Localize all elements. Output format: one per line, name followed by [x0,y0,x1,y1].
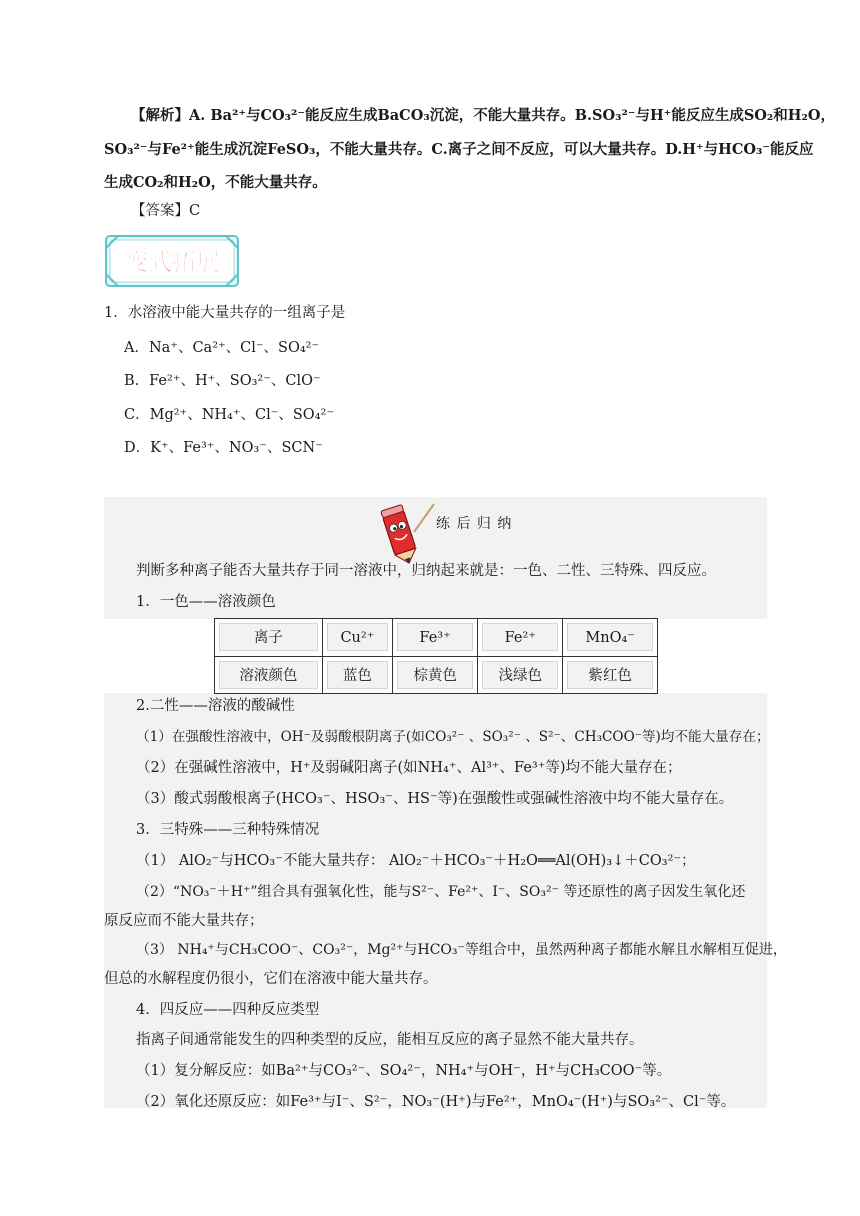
table-row [215,619,658,657]
section-three-title: 3．三特殊——三种特殊情况 [136,822,320,838]
section-four-intro: 指离子间通常能发生的四种类型的反应，能相互反应的离子显然不能大量共存。 [136,1032,644,1048]
analysis-tag: 【解析】 [131,107,189,124]
table-cell: 紫红色 [563,656,658,694]
summary-intro: 判断多种离子能否大量共存于同一溶液中，归纳起来就是：一色、二性、三特殊、四反应。 [136,563,716,579]
table-cell: 蓝色 [322,656,392,694]
section-three-item-3b: 但总的水解程度仍很小，它们在溶液中能大量共存。 [104,971,438,987]
section-two-item-2: （2）在强碱性溶液中，H⁺及弱碱阳离子(如NH₄⁺、Al³⁺、Fe³⁺等)均不能大量存在； [136,760,682,776]
table-cell: 溶液颜色 [215,656,323,694]
ion-color-table [214,618,658,694]
analysis-text-1: A. Ba²⁺与CO₃²⁻能反应生成BaCO₃沉淀，不能大量共存。B.SO₃²⁻与H⁺能反应生成SO₂和H₂O， [189,107,835,124]
section-four-item-1: （1）复分解反应：如Ba²⁺与CO₃²⁻、SO₄²⁻，NH₄⁺与OH⁻，H⁺与CH₃COO⁻等。 [136,1063,672,1079]
question-stem: 1．水溶液中能大量共存的一组离子是 [104,305,346,321]
table-row [215,656,658,694]
section-two-title: 2.二性——溶液的酸碱性 [136,698,295,714]
option-b: B．Fe²⁺、H⁺、SO₃²⁻、ClO⁻ [124,373,321,389]
section-four-title: 4．四反应——四种反应类型 [136,1002,320,1018]
option-a: A．Na⁺、Ca²⁺、Cl⁻、SO₄²⁻ [124,340,320,356]
section-one-title: 1．一色——溶液颜色 [136,594,276,610]
option-d: D．K⁺、Fe³⁺、NO₃⁻、SCN⁻ [124,440,323,456]
analysis-line-3: 生成CO₂和H₂O，不能大量共存。 [104,174,327,191]
section-four-item-2: （2）氧化还原反应：如Fe³⁺与I⁻、S²⁻，NO₃⁻(H⁺)与Fe²⁺，MnO₄⁻(H⁺)与SO₃²⁻、Cl⁻等。 [136,1094,736,1110]
section-three-item-3a: （3） NH₄⁺与CH₃COO⁻、CO₃²⁻，Mg²⁺与HCO₃⁻等组合中，虽然两种离子都能水解且水解相互促进， [136,942,787,958]
variant-extension-banner [104,234,240,288]
table-cell: Fe³⁺ [393,619,478,657]
table-cell: Fe²⁺ [478,619,563,657]
table-cell: 离子 [215,619,323,657]
table-cell: 浅绿色 [478,656,563,694]
section-three-item-2a: （2）“NO₃⁻＋H⁺”组合具有强氧化性，能与S²⁻、Fe²⁺、I⁻、SO₃²⁻ 等还原性的离子因发生氧化还 [136,884,746,900]
section-two-item-1: （1）在强酸性溶液中，OH⁻及弱酸根阴离子(如CO₃²⁻ 、SO₃²⁻ 、S²⁻、CH₃COO⁻等)均不能大量存在； [136,729,770,745]
table-cell: Cu²⁺ [322,619,392,657]
pencil-mascot-icon [380,502,436,564]
table-cell: MnO₄⁻ [563,619,658,657]
option-c: C．Mg²⁺、NH₄⁺、Cl⁻、SO₄²⁻ [124,407,334,423]
analysis-line-2: SO₃²⁻与Fe²⁺能生成沉淀FeSO₃，不能大量共存。C.离子之间不反应，可以大量共存。D.H⁺与HCO₃⁻能反应 [104,141,814,158]
section-two-item-3: （3）酸式弱酸根离子(HCO₃⁻、HSO₃⁻、HS⁻等)在强酸性或强碱性溶液中均不能大量存在。 [136,791,734,807]
summary-heading: 练 后 归 纳 [436,516,513,532]
banner-title: 变式拓展 [124,248,220,276]
table-cell: 棕黄色 [393,656,478,694]
analysis-line-1 [131,106,835,126]
answer-line: 【答案】C [131,203,201,219]
section-three-item-1: （1） AlO₂⁻与HCO₃⁻不能大量共存： AlO₂⁻＋HCO₃⁻＋H₂O══Al(OH)₃↓＋CO₃²⁻； [136,853,696,869]
section-three-item-2b: 原反应而不能大量共存； [104,913,264,929]
